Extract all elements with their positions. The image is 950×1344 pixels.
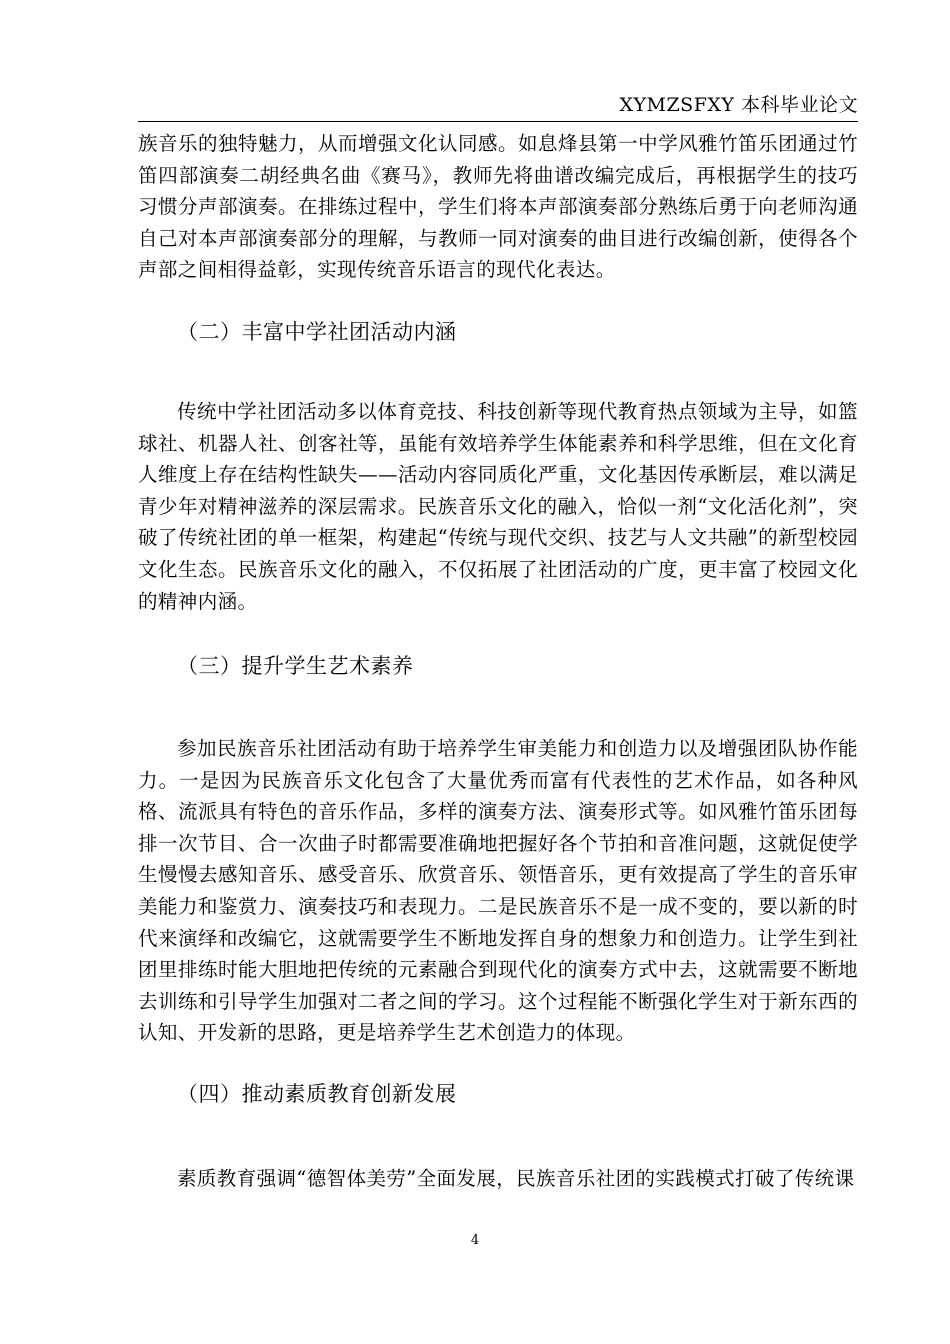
running-header: XYMZSFXY 本科毕业论文 [619,94,858,116]
section-heading-2: （二）丰富中学社团活动内涵 [177,320,457,344]
paragraph-section-2: 传统中学社团活动多以体育竞技、科技创新等现代教育热点领域为主导，如篮球社、机器人社、创客社等，虽能有效培养学生体能素养和科学思维，但在文化育人维度上存在结构性缺失——活动内容同质化严重，文化基因传承断层，难以满足青少年对精神滋养的深层需求。民族音乐文化的融入，恰似一剂“文化活化剂”，突破了传统社团的单一框架，构建起“传统与现代交织、技艺与人文共融”的新型校园文化生态。民族音乐文化的融入，不仅拓展了社团活动的广度，更丰富了校园文化的精神内涵。 [138,400,858,613]
paragraph-continued: 族音乐的独特魅力，从而增强文化认同感。如息烽县第一中学风雅竹笛乐团通过竹笛四部演奏二胡经典名曲《赛马》，教师先将曲谱改编完成后，再根据学生的技巧习惯分声部演奏。在排练过程中，学生们将本声部演奏部分熟练后勇于向老师沟通自己对本声部演奏部分的理解，与教师一同对演奏的曲目进行改编创新，使得各个声部之间相得益彰，实现传统音乐语言的现代化表达。 [138,132,858,282]
page-number: 4 [470,1233,480,1248]
section-heading-4: （四）推动素质教育创新发展 [177,1082,457,1106]
paragraph-section-3: 参加民族音乐社团活动有助于培养学生审美能力和创造力以及增强团队协作能力。一是因为民族音乐文化包含了大量优秀而富有代表性的艺术作品，如各种风格、流派具有特色的音乐作品，多样的演奏方法、演奏形式等。如风雅竹笛乐团每排一次节目、合一次曲子时都需要准确地把握好各个节拍和音准问题，这就促使学生慢慢去感知音乐、感受音乐、欣赏音乐、领悟音乐，更有效提高了学生的音乐审美能力和鉴赏力、演奏技巧和表现力。二是民族音乐不是一成不变的，要以新的时代来演绎和改编它，这就需要学生不断地发挥自身的想象力和创造力。让学生到社团里排练时能大胆地把传统的元素融合到现代化的演奏方式中去，这就需要不断地去训练和引导学生加强对二者之间的学习。这个过程能不断强化学生对于新东西的认知、开发新的思路，更是培养学生艺术创造力的体现。 [138,737,858,1045]
section-heading-3: （三）提升学生艺术素养 [177,654,414,678]
paragraph-section-4: 素质教育强调“德智体美劳”全面发展，民族音乐社团的实践模式打破了传统课 [177,1167,855,1190]
header-divider [138,121,858,122]
